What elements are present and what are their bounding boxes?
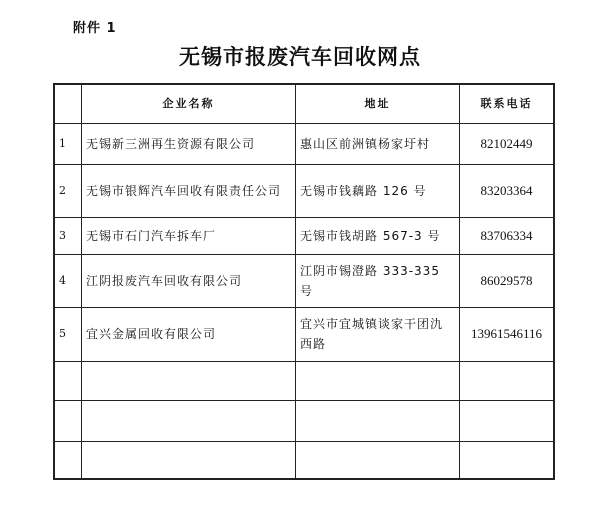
address: 宜兴市宜城镇谈家干团氿西路 [296,307,460,361]
empty-cell [460,361,555,400]
company-name: 无锡新三洲再生资源有限公司 [82,123,296,164]
empty-cell [82,441,296,479]
empty-cell [460,441,555,479]
address: 江阴市锡澄路 333-335 号 [296,254,460,307]
company-name: 无锡市银辉汽车回收有限责任公司 [82,164,296,217]
empty-cell [296,400,460,441]
empty-cell [82,400,296,441]
empty-cell [296,441,460,479]
table-row [54,123,554,164]
empty-cell [54,400,82,441]
empty-cell [54,441,82,479]
header-cell-phone: 联系电话 [460,84,555,123]
empty-cell [54,361,82,400]
row-number: 4 [54,254,82,307]
empty-cell [296,361,460,400]
table-row [54,307,554,361]
company-name: 无锡市石门汽车拆车厂 [82,217,296,254]
page-title: 无锡市报废汽车回收网点 [179,45,421,69]
row-number: 1 [54,123,82,164]
row-number: 2 [54,164,82,217]
table-row [54,254,554,307]
table-row [54,217,554,254]
recycling-sites-table [53,83,555,480]
header-cell-number [54,84,82,123]
phone-number: 86029578 [460,254,555,307]
row-number: 3 [54,217,82,254]
phone-number: 13961546116 [460,307,555,361]
phone-number: 83203364 [460,164,555,217]
attachment-label: 附件 1 [73,21,117,36]
header-cell-company: 企业名称 [82,84,296,123]
empty-cell [460,400,555,441]
header-cell-address: 地址 [296,84,460,123]
phone-number: 82102449 [460,123,555,164]
table-row [54,164,554,217]
address: 无锡市钱胡路 567-3 号 [296,217,460,254]
row-number: 5 [54,307,82,361]
table-header-row [54,84,554,123]
empty-table-row [54,361,554,400]
address: 惠山区前洲镇杨家圩村 [296,123,460,164]
phone-number: 83706334 [460,217,555,254]
company-name: 江阴报废汽车回收有限公司 [82,254,296,307]
empty-table-row [54,400,554,441]
address: 无锡市钱藕路 126 号 [296,164,460,217]
empty-table-row [54,441,554,479]
company-name: 宜兴金属回收有限公司 [82,307,296,361]
empty-cell [82,361,296,400]
